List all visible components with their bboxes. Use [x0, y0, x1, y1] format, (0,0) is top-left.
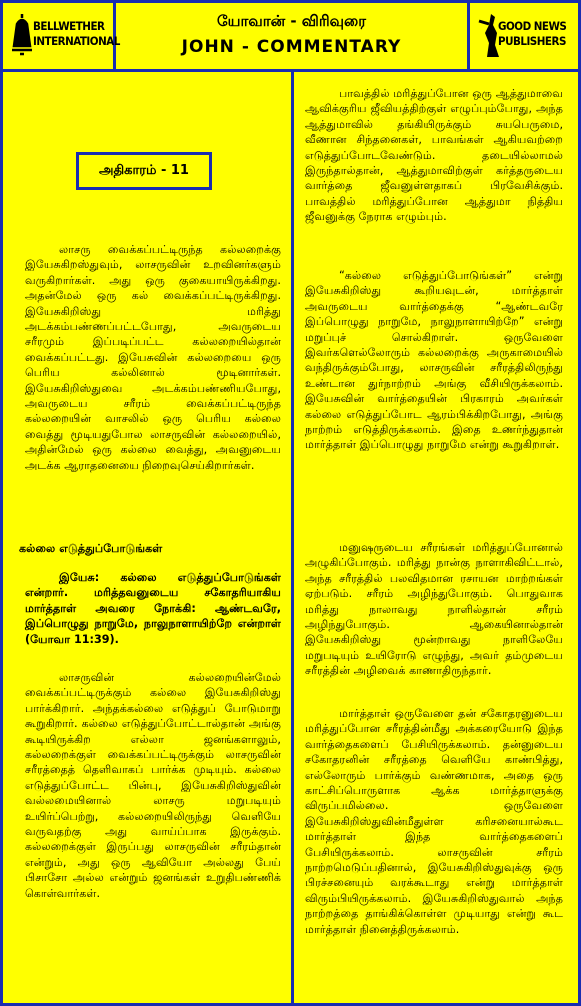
right-paragraph-4: மார்த்தாள் ஒருவேளை தன் சகோதரனுடைய மரித்துப்போன சரீரத்தின்மீது அக்கரையோடு இந்த வார்த்தைகளைப் பேசியிருக்கலாம். தன்னுடைய சகோதரனின் சரீரத்தை வெளியே காண்பித்து, எல்லோரும் பார்க்கும் வண்ணமாக, அதை ஒரு காட்சிப்பொருளாக ஆக்க மார்த்தாளுக்கு விருப்பமில்லை. ஒருவேளை இயேசுகிறிஸ்துவின்மீதுள்ள கரிசனையால்கூட மார்த்தாள் இந்த வார்த்தைகளைப் பேசியிருக்கலாம். லாசருவின் சரீரம் நாற்றமெடுப்பதினால், இயேசுகிறிஸ்துவுக்கு ஒரு பிரச்சனையும் வரக்கூடாது என்று மார்த்தாள் விரும்பியிருக்கலாம். இயேசுகிறிஸ்துவால் அந்த நாற்றத்தை தாங்கிக்கொள்ள முடியாது என்று கூட மார்த்தாள் நினைத்திருக்கலாம்.: [305, 707, 563, 936]
good-news-logo: [467, 3, 578, 69]
right-column: [297, 72, 578, 1003]
good-news-logo-text: GOOD NEWS PUBLISHERS: [498, 19, 567, 48]
title-english: JOHN - COMMENTARY: [181, 37, 402, 57]
left-paragraph-2: லாசருவின் கல்லறையின்மேல் வைக்கப்பட்டிருக்கும் கல்லை இயேசுகிறிஸ்து பார்க்கிறார். அந்தக்கல்லை எடுத்துப் போடுமாறு கூறுகிறார். கல்லை எடுத்துப்போட்டால்தான் அங்கு கூடியிருக்கிற எல்லா ஜனங்களாலும், கல்லறைக்குள் வைக்கப்பட்டிருக்கும் லாசருவின் சரீரத்தைத் தெளிவாகப் பார்க்க முடியும். கல்லை எடுத்துப்போட்ட பின்பு, இயேசுகிறிஸ்துவின் வல்லமையினால் லாசரு மறுபடியும் உயிர்ப்பெற்று, கல்லறையிலிருந்து வெளியே வருவதற்கு அது வாய்ப்பாக இருக்கும். கல்லறைக்குள் இருப்பது லாசருவின் சரீரம்தான் என்றும், அது ஒரு ஆவியோ அல்லது பேய் பிசாசோ அல்ல என்றும் ஜனங்கள் உறுதிபண்ணிக் கொள்வார்கள்.: [25, 671, 281, 900]
left-paragraph-1: லாசரு வைக்கப்பட்டிருந்த கல்லறைக்கு இயேசுகிறஸ்துவும், லாசருவின் உறவினர்களும் வருகிறார்கள். அது ஒரு குகையாயிருக்கிறது. அதன்மேல் ஒரு கல் வைக்கப்பட்டிருக்கிறது. இயேசுகிறிஸ்து மரித்து அடக்கம்பண்ணப்பட்டபோது, அவருடைய சரீரமும் இப்படிப்பட்ட கல்லறையில்தான் வைக்கப்பட்டது. இயேசுவின் கல்லறையை ஒரு பெரிய கல்லினால் மூடினார்கள். இயேசுகிறிஸ்துவை அடக்கம்பண்ணியபோது, அவருடைய சரீரம் வைக்கப்பட்டிருந்த கல்லறையின் வாசலில் ஒரு பெரிய கல்லை வைத்து மூடியதுபோல லாசருவின் கல்லறையில், அதின்மேல் ஒரு கல்லை வைத்து, அவனுடைய அடக்க ஆராதனையை நிறைவுசெய்கிறார்கள்.: [25, 243, 281, 472]
right-paragraph-3: மனுஷருடைய சரீரங்கள் மரித்துப்போனால் அழுகிப்போகும். மரித்து நான்கு நாளாகிவிட்டால், அந்த சரீரத்தில் பலவிதமான ரசாயன மாற்றங்கள் ஏற்படும். சரீரம் அழிந்துபோகும். பொதுவாக மரித்து நாலாவது நாளில்தான் சரீரம் அழிந்துபோகும். ஆகையினால்தான் இயேசுகிறிஸ்து மூன்றாவது நாளிலேயே மறுபடியும் உயிரோடு எழுந்து, அவர் தம்முடைய சரீரத்தின் அழிவைக் காணாதிருந்தார்.: [305, 541, 563, 678]
section-heading: கல்லை எடுத்துப்போடுங்கள்: [19, 542, 163, 555]
chapter-box: அதிகாரம் - 11: [76, 152, 212, 190]
title-box: [116, 3, 467, 69]
title-tamil: யோவான் - விரிவுரை: [217, 12, 366, 30]
header: [3, 3, 578, 72]
right-paragraph-1: பாவத்தில் மரித்துப்போன ஒரு ஆத்துமாவை ஆவிக்குரிய ஜீவியத்திற்குள் எழுப்பும்போது, அந்த ஆத்துமாவில் தங்கியிருக்கும் சுயபெருமை, வீணான சிந்தனைகள், பாவங்கள் ஆகியவற்றை எடுத்துப்போடவேண்டும். தடையில்லாமல் இருந்தால்தான், ஆத்துமாவிற்குள் கர்த்தருடைய வார்த்தை ஜீவனுள்ளதாகப் பிரவேசிக்கும். பாவத்தில் மரித்துப்போன ஆத்துமா நித்திய ஜீவனுக்கு நேராக எழும்பும்.: [305, 87, 563, 224]
left-column: [3, 72, 294, 1003]
bell-icon: [9, 12, 35, 60]
bellwether-logo-text: BELLWETHER INTERNATIONAL: [33, 19, 120, 48]
bellwether-logo: [3, 3, 120, 69]
verse-quote: இயேசு: கல்லை எடுத்துப்போடுங்கள் என்றார். மரித்தவனுடைய சகோதரியாகிய மார்த்தாள் அவரை நோக்கி: ஆண்டவரே, இப்பொழுது நாறுமே, நாலுநாளாயிற்றே என்றாள் (யோவா 11:39).: [25, 571, 281, 646]
right-paragraph-2: “கல்லை எடுத்துப்போடுங்கள்” என்று இயேசுகிறிஸ்து கூறியவுடன், மார்த்தாள் அவருடைய வார்த்தைக்கு “ஆண்டவரே இப்பொழுது நாறுமே, நாலுநாளாயிற்றே” என்று மறுப்புச் சொல்கிறாள். ஒருவேளை இவர்களெல்லோரும் கல்லறைக்கு அருகாமையில் வந்திருக்கும்போது, லாசருவின் சரீரத்திலிருந்து உண்டான துர்நாற்றம் அங்கு வீசியிருக்கலாம். இயேசுவின் வார்த்தையின் பிரகாரம் அவர்கள் கல்லை எடுத்துப்போட ஆரம்பிக்கிறபோது, அங்கு நாற்றம் எடுத்திருக்கலாம். இதை உணர்ந்துதான் மார்த்தாள் இப்பொழுது நாறுமே என்று கூறுகிறாள்.: [305, 269, 563, 452]
